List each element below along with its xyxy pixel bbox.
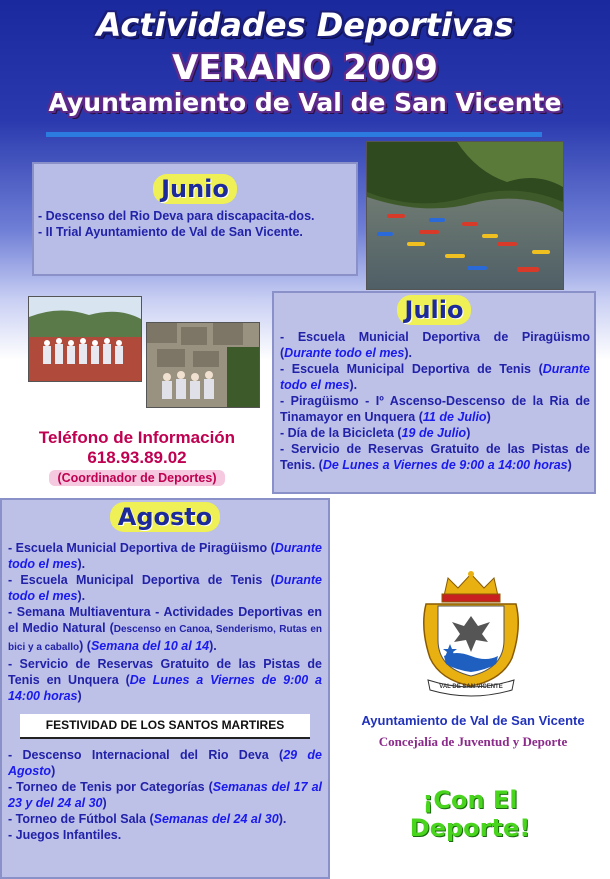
group-photo-stones xyxy=(146,322,260,408)
group-photo-court xyxy=(28,296,142,382)
julio-panel xyxy=(272,291,596,494)
julio-item: - Escuela Municipal Deportiva de Tenis (Durante todo el mes). xyxy=(280,362,590,392)
agosto-item: - Juegos Infantiles. xyxy=(8,828,122,842)
canoe-photo xyxy=(366,141,564,290)
julio-list xyxy=(280,329,590,473)
julio-item: - Servicio de Reservas Gratuito de las Pistas de Tenis. (De Lunes a Viernes de 9:00 a 14:00 horas) xyxy=(280,442,590,472)
phone-label: Teléfono de Información xyxy=(38,428,236,447)
phone-note: (Coordinador de Deportes) xyxy=(49,470,224,486)
coat-of-arms-logo xyxy=(416,568,526,698)
slogan: ¡Con El Deporte! xyxy=(409,786,531,842)
agosto-item: - Descenso Internacional del Rio Deva (29 de Agosto) xyxy=(8,748,322,778)
title-line-1: Actividades Deportivas xyxy=(96,6,514,44)
agosto-panel xyxy=(0,498,330,879)
agosto-fest-list xyxy=(8,747,322,843)
julio-item: - Piragüismo - Iº Ascenso-Descenso de la Ria de Tinamayor en Unquera (11 de Julio) xyxy=(280,394,590,424)
agosto-item: - Escuela Municipal Deportiva de Tenis (Durante todo el mes). xyxy=(8,573,323,603)
junio-list xyxy=(38,208,350,240)
junio-heading: Junio xyxy=(153,174,237,204)
agosto-item: - Torneo de Tenis por Categorías (Semanas del 17 al 23 y del 24 al 30) xyxy=(8,780,322,810)
agosto-list xyxy=(8,540,322,704)
agosto-heading: Agosto xyxy=(110,502,221,532)
junio-item: - Descenso del Rio Deva para discapacita-dos. xyxy=(38,209,315,223)
organization-name: Ayuntamiento de Val de San Vicente xyxy=(361,713,585,728)
phone-info xyxy=(12,428,262,487)
agosto-item: - Torneo de Fútbol Sala (Semanas del 24 al 30). xyxy=(8,812,287,826)
title-line-3: Ayuntamiento de Val de San Vicente xyxy=(48,88,562,117)
julio-item: - Escuela Municial Deportiva de Piragüismo (Durante todo el mes). xyxy=(280,330,590,360)
junio-item: - II Trial Ayuntamiento de Val de San Vicente. xyxy=(38,225,303,239)
festividad-heading: FESTIVIDAD DE LOS SANTOS MARTIRES xyxy=(20,714,310,739)
junio-panel xyxy=(32,162,358,276)
crest-ribbon-text: VAL DE SAN VICENTE xyxy=(439,684,503,690)
julio-item: - Día de la Bicicleta (19 de Julio) xyxy=(280,426,471,440)
agosto-item: - Servicio de Reservas Gratuito de las Pistas de Tenis en Unquera (De Lunes a Viernes de 9:00 a 14:00 horas) xyxy=(8,657,322,703)
department-name: Concejalía de Juventud y Deporte xyxy=(378,734,568,749)
phone-number: 618.93.89.02 xyxy=(87,448,187,467)
title-divider xyxy=(46,132,542,137)
agosto-item: - Semana Multiaventura - Actividades Deportivas en el Medio Natural (Descenso en Canoa, Senderismo, Rutas en bici y a caballo) (Semana del 10 al 14). xyxy=(8,605,323,653)
julio-heading: Julio xyxy=(397,295,472,325)
agosto-item: - Escuela Municial Deportiva de Piragüismo (Durante todo el mes). xyxy=(8,541,322,571)
title-line-2: VERANO 2009 xyxy=(172,48,438,88)
